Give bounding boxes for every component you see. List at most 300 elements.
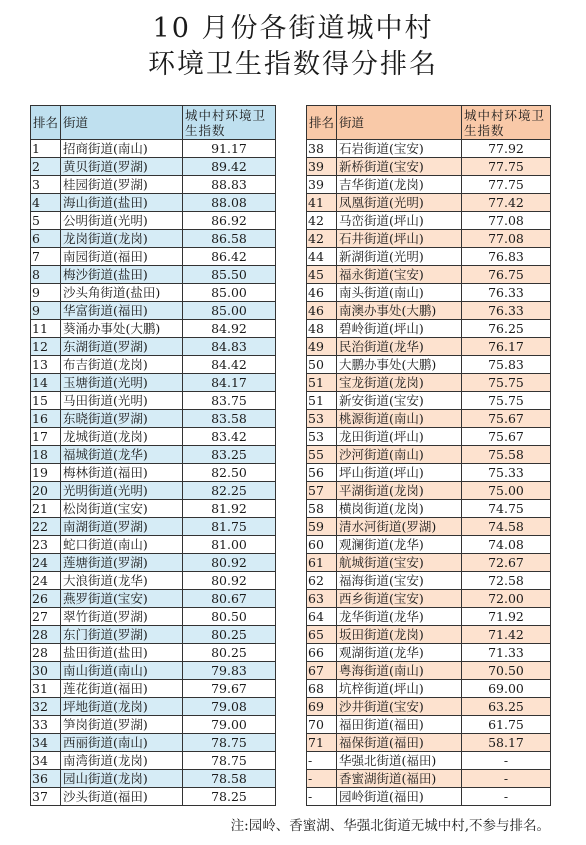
street-header: 街道 [337,106,462,140]
street-cell: 盐田街道(盐田) [61,644,183,662]
rank-cell: 61 [307,554,337,572]
score-cell: 81.00 [183,536,276,554]
street-cell: 观澜街道(龙华) [337,536,462,554]
score-cell: 72.58 [462,572,551,590]
table-row [307,626,551,644]
table-row [31,482,276,500]
rank-cell: 16 [31,410,61,428]
street-cell: 福田街道(福田) [337,716,462,734]
street-cell: 香蜜湖街道(福田) [337,770,462,788]
street-cell: 南头街道(南山) [337,284,462,302]
rank-cell: 2 [31,158,61,176]
score-cell: 79.08 [183,698,276,716]
rank-cell: 1 [31,140,61,158]
score-cell: 80.67 [183,590,276,608]
table-row [31,752,276,770]
rank-cell: 55 [307,446,337,464]
rank-cell: 64 [307,608,337,626]
street-cell: 梅林街道(福田) [61,464,183,482]
table-row [31,266,276,284]
street-cell: 碧岭街道(坪山) [337,320,462,338]
table-row [31,644,276,662]
score-cell: 79.00 [183,716,276,734]
table-body-left [31,140,276,806]
street-cell: 沙头角街道(盐田) [61,284,183,302]
table-row [307,716,551,734]
rank-cell: 19 [31,464,61,482]
score-cell: 84.17 [183,374,276,392]
score-cell: 74.75 [462,500,551,518]
score-cell: 86.42 [183,248,276,266]
score-cell: 79.67 [183,680,276,698]
table-row [307,194,551,212]
score-cell: 58.17 [462,734,551,752]
rank-cell: 59 [307,518,337,536]
street-cell: 黄贝街道(罗湖) [61,158,183,176]
street-cell: 龙田街道(坪山) [337,428,462,446]
score-cell: 69.00 [462,680,551,698]
table-row [31,356,276,374]
table-row [307,266,551,284]
rank-cell: 58 [307,500,337,518]
score-cell: 75.67 [462,410,551,428]
score-cell: 74.58 [462,518,551,536]
street-cell: 南园街道(福田) [61,248,183,266]
rank-cell: 26 [31,590,61,608]
rank-cell: 37 [31,788,61,806]
table-row [31,302,276,320]
street-cell: 石井街道(坪山) [337,230,462,248]
score-cell: 72.67 [462,554,551,572]
street-cell: 东门街道(罗湖) [61,626,183,644]
table-row [31,554,276,572]
street-cell: 桃源街道(南山) [337,410,462,428]
street-cell: 招商街道(南山) [61,140,183,158]
table-row [307,374,551,392]
rank-cell: 11 [31,320,61,338]
table-row [307,680,551,698]
rank-cell: 66 [307,644,337,662]
rank-cell: 36 [31,770,61,788]
street-cell: 凤凰街道(光明) [337,194,462,212]
rank-cell: 23 [31,536,61,554]
street-cell: 莲花街道(福田) [61,680,183,698]
table-row [307,464,551,482]
street-cell: 坪山街道(坪山) [337,464,462,482]
table-row [31,446,276,464]
street-header: 街道 [61,106,183,140]
rank-cell: 60 [307,536,337,554]
rank-cell: 46 [307,284,337,302]
rank-cell: 22 [31,518,61,536]
score-cell: 71.92 [462,608,551,626]
rank-cell: 21 [31,500,61,518]
street-cell: 南澳办事处(大鹏) [337,302,462,320]
rank-cell: 18 [31,446,61,464]
score-cell: 78.25 [183,788,276,806]
score-cell: 81.75 [183,518,276,536]
street-cell: 平湖街道(龙岗) [337,482,462,500]
rank-cell: 63 [307,590,337,608]
rank-cell: 14 [31,374,61,392]
street-cell: 新桥街道(宝安) [337,158,462,176]
table-row [307,662,551,680]
table-row [307,536,551,554]
street-cell: 新安街道(宝安) [337,392,462,410]
table-row [31,140,276,158]
score-cell: 61.75 [462,716,551,734]
table-row [31,662,276,680]
score-cell: 89.42 [183,158,276,176]
table-row [307,248,551,266]
street-cell: 民治街道(龙华) [337,338,462,356]
score-cell: 84.83 [183,338,276,356]
table-row [31,428,276,446]
score-cell: 76.33 [462,284,551,302]
score-cell: 76.25 [462,320,551,338]
street-cell: 东湖街道(罗湖) [61,338,183,356]
street-cell: 园岭街道(福田) [337,788,462,806]
table-row [31,464,276,482]
table-row [307,212,551,230]
score-cell: 77.75 [462,176,551,194]
score-cell: 63.25 [462,698,551,716]
table-row [307,302,551,320]
table-row [31,320,276,338]
rank-cell: 49 [307,338,337,356]
score-cell: 78.58 [183,770,276,788]
score-cell: 85.00 [183,284,276,302]
score-cell: 82.50 [183,464,276,482]
street-cell: 福保街道(福田) [337,734,462,752]
table-row [31,194,276,212]
table-row [31,500,276,518]
table-row [307,140,551,158]
rank-cell: 15 [31,392,61,410]
rank-cell: 69 [307,698,337,716]
street-cell: 华富街道(福田) [61,302,183,320]
rank-cell: 20 [31,482,61,500]
score-cell: 76.83 [462,248,551,266]
rank-cell: 27 [31,608,61,626]
score-cell: 71.42 [462,626,551,644]
street-cell: 布吉街道(龙岗) [61,356,183,374]
table-row [307,176,551,194]
table-row [307,446,551,464]
table-row [31,158,276,176]
rank-cell: 50 [307,356,337,374]
score-cell: 70.50 [462,662,551,680]
street-cell: 笋岗街道(罗湖) [61,716,183,734]
rank-cell: 24 [31,554,61,572]
score-cell: 83.25 [183,446,276,464]
street-cell: 园山街道(龙岗) [61,770,183,788]
street-cell: 龙城街道(龙岗) [61,428,183,446]
street-cell: 福永街道(宝安) [337,266,462,284]
table-row [307,482,551,500]
score-cell: 77.08 [462,212,551,230]
score-cell: 78.75 [183,752,276,770]
rank-cell: 42 [307,230,337,248]
table-row [31,770,276,788]
score-cell: 85.00 [183,302,276,320]
table-row [307,770,551,788]
table-row [31,410,276,428]
ranking-table-right [306,105,551,806]
table-row [31,374,276,392]
street-cell: 东晓街道(罗湖) [61,410,183,428]
score-cell: - [462,752,551,770]
street-cell: 坂田街道(龙岗) [337,626,462,644]
table-row [31,626,276,644]
table-body-right [307,140,551,806]
table-header-row [31,106,276,140]
score-cell: 80.92 [183,554,276,572]
street-cell: 石岩街道(宝安) [337,140,462,158]
rank-cell: 28 [31,644,61,662]
score-cell: 74.08 [462,536,551,554]
rank-cell: 53 [307,410,337,428]
table-row [31,284,276,302]
street-cell: 沙河街道(南山) [337,446,462,464]
table-header-row [307,106,551,140]
table-row [31,518,276,536]
rank-cell: 70 [307,716,337,734]
rank-cell: 45 [307,266,337,284]
rank-header: 排名 [307,106,337,140]
table-row [307,572,551,590]
rank-cell: 9 [31,284,61,302]
table-row [307,392,551,410]
rank-cell: 34 [31,752,61,770]
score-cell: 83.75 [183,392,276,410]
street-cell: 坑梓街道(坪山) [337,680,462,698]
score-cell: 77.42 [462,194,551,212]
rank-cell: 33 [31,716,61,734]
street-cell: 光明街道(光明) [61,482,183,500]
rank-cell: 65 [307,626,337,644]
street-cell: 梅沙街道(盐田) [61,266,183,284]
rank-cell: 56 [307,464,337,482]
street-cell: 大浪街道(龙华) [61,572,183,590]
rank-cell: 8 [31,266,61,284]
rank-cell: 51 [307,392,337,410]
table-row [31,248,276,266]
rank-cell: 31 [31,680,61,698]
rank-cell: 30 [31,662,61,680]
street-cell: 粤海街道(南山) [337,662,462,680]
rank-cell: 24 [31,572,61,590]
table-row [307,284,551,302]
score-cell: 75.75 [462,392,551,410]
street-cell: 南山街道(南山) [61,662,183,680]
score-cell: 80.25 [183,644,276,662]
street-cell: 福海街道(宝安) [337,572,462,590]
rank-cell: 13 [31,356,61,374]
table-row [31,698,276,716]
score-cell: 75.75 [462,374,551,392]
table-row [307,752,551,770]
table-row [307,338,551,356]
score-cell: 77.92 [462,140,551,158]
table-row [307,230,551,248]
street-cell: 莲塘街道(罗湖) [61,554,183,572]
score-cell: 88.83 [183,176,276,194]
score-cell: 81.92 [183,500,276,518]
score-cell: 86.92 [183,212,276,230]
rank-cell: - [307,752,337,770]
street-cell: 坪地街道(龙岗) [61,698,183,716]
table-row [31,536,276,554]
score-cell: 79.83 [183,662,276,680]
rank-cell: 39 [307,158,337,176]
rank-cell: - [307,770,337,788]
street-cell: 沙井街道(宝安) [337,698,462,716]
score-cell: 76.75 [462,266,551,284]
street-cell: 观湖街道(龙华) [337,644,462,662]
table-row [31,608,276,626]
rank-cell: 3 [31,176,61,194]
rank-cell: 57 [307,482,337,500]
score-cell: 78.75 [183,734,276,752]
score-cell: 80.92 [183,572,276,590]
street-cell: 西丽街道(南山) [61,734,183,752]
table-row [31,338,276,356]
score-cell: 77.08 [462,230,551,248]
score-cell: 84.92 [183,320,276,338]
rank-cell: 32 [31,698,61,716]
ranking-table-left [30,105,276,806]
street-cell: 华强北街道(福田) [337,752,462,770]
rank-cell: 51 [307,374,337,392]
page-title-line2: 环境卫生指数得分排名 [148,49,438,80]
table-row [31,590,276,608]
table-row [31,788,276,806]
street-cell: 桂园街道(罗湖) [61,176,183,194]
rank-cell: 44 [307,248,337,266]
score-cell: 83.58 [183,410,276,428]
rank-cell: 53 [307,428,337,446]
rank-cell: 34 [31,734,61,752]
table-row [307,734,551,752]
table-row [307,500,551,518]
rank-cell: 6 [31,230,61,248]
street-cell: 西乡街道(宝安) [337,590,462,608]
score-cell: 80.25 [183,626,276,644]
street-cell: 福城街道(龙华) [61,446,183,464]
street-cell: 葵涌办事处(大鹏) [61,320,183,338]
score-cell: 75.33 [462,464,551,482]
table-row [307,158,551,176]
score-cell: 80.50 [183,608,276,626]
table-row [307,788,551,806]
street-cell: 南湖街道(罗湖) [61,518,183,536]
street-cell: 松岗街道(宝安) [61,500,183,518]
score-header: 城中村环境卫生指数 [183,106,276,140]
score-cell: 83.42 [183,428,276,446]
street-cell: 大鹏办事处(大鹏) [337,356,462,374]
rank-cell: - [307,788,337,806]
rank-cell: 17 [31,428,61,446]
street-cell: 龙华街道(龙华) [337,608,462,626]
score-cell: 88.08 [183,194,276,212]
table-row [307,320,551,338]
street-cell: 马峦街道(坪山) [337,212,462,230]
score-cell: 72.00 [462,590,551,608]
street-cell: 玉塘街道(光明) [61,374,183,392]
rank-cell: 62 [307,572,337,590]
street-cell: 公明街道(光明) [61,212,183,230]
score-cell: 84.42 [183,356,276,374]
rank-cell: 4 [31,194,61,212]
table-row [31,230,276,248]
rank-cell: 46 [307,302,337,320]
rank-cell: 68 [307,680,337,698]
table-row [307,590,551,608]
street-cell: 翠竹街道(罗湖) [61,608,183,626]
rank-cell: 42 [307,212,337,230]
street-cell: 南湾街道(龙岗) [61,752,183,770]
rank-cell: 41 [307,194,337,212]
score-cell: 75.67 [462,428,551,446]
score-header: 城中村环境卫生指数 [462,106,551,140]
table-row [307,698,551,716]
table-row [31,716,276,734]
score-cell: 77.75 [462,158,551,176]
rank-cell: 28 [31,626,61,644]
table-row [307,410,551,428]
score-cell: - [462,770,551,788]
street-cell: 吉华街道(龙岗) [337,176,462,194]
score-cell: 71.33 [462,644,551,662]
rank-header: 排名 [31,106,61,140]
score-cell: - [462,788,551,806]
table-row [307,428,551,446]
table-row [31,734,276,752]
table-row [31,212,276,230]
score-cell: 76.17 [462,338,551,356]
rank-cell: 9 [31,302,61,320]
street-cell: 宝龙街道(龙岗) [337,374,462,392]
rank-cell: 71 [307,734,337,752]
score-cell: 75.00 [462,482,551,500]
rank-cell: 39 [307,176,337,194]
rank-cell: 67 [307,662,337,680]
street-cell: 燕罗街道(宝安) [61,590,183,608]
footnote: 注:园岭、香蜜湖、华强北街道无城中村,不参与排名。 [230,818,550,834]
street-cell: 龙岗街道(龙岗) [61,230,183,248]
street-cell: 新湖街道(光明) [337,248,462,266]
score-cell: 85.50 [183,266,276,284]
rank-cell: 12 [31,338,61,356]
score-cell: 75.83 [462,356,551,374]
table-row [307,608,551,626]
street-cell: 沙头街道(福田) [61,788,183,806]
street-cell: 海山街道(盐田) [61,194,183,212]
score-cell: 76.33 [462,302,551,320]
table-row [31,572,276,590]
street-cell: 清水河街道(罗湖) [337,518,462,536]
table-row [307,644,551,662]
score-cell: 91.17 [183,140,276,158]
street-cell: 航城街道(宝安) [337,554,462,572]
table-row [307,518,551,536]
rank-cell: 7 [31,248,61,266]
page-title-line1: 10 月份各街道城中村 [152,13,434,44]
table-row [31,392,276,410]
score-cell: 75.58 [462,446,551,464]
table-row [31,680,276,698]
